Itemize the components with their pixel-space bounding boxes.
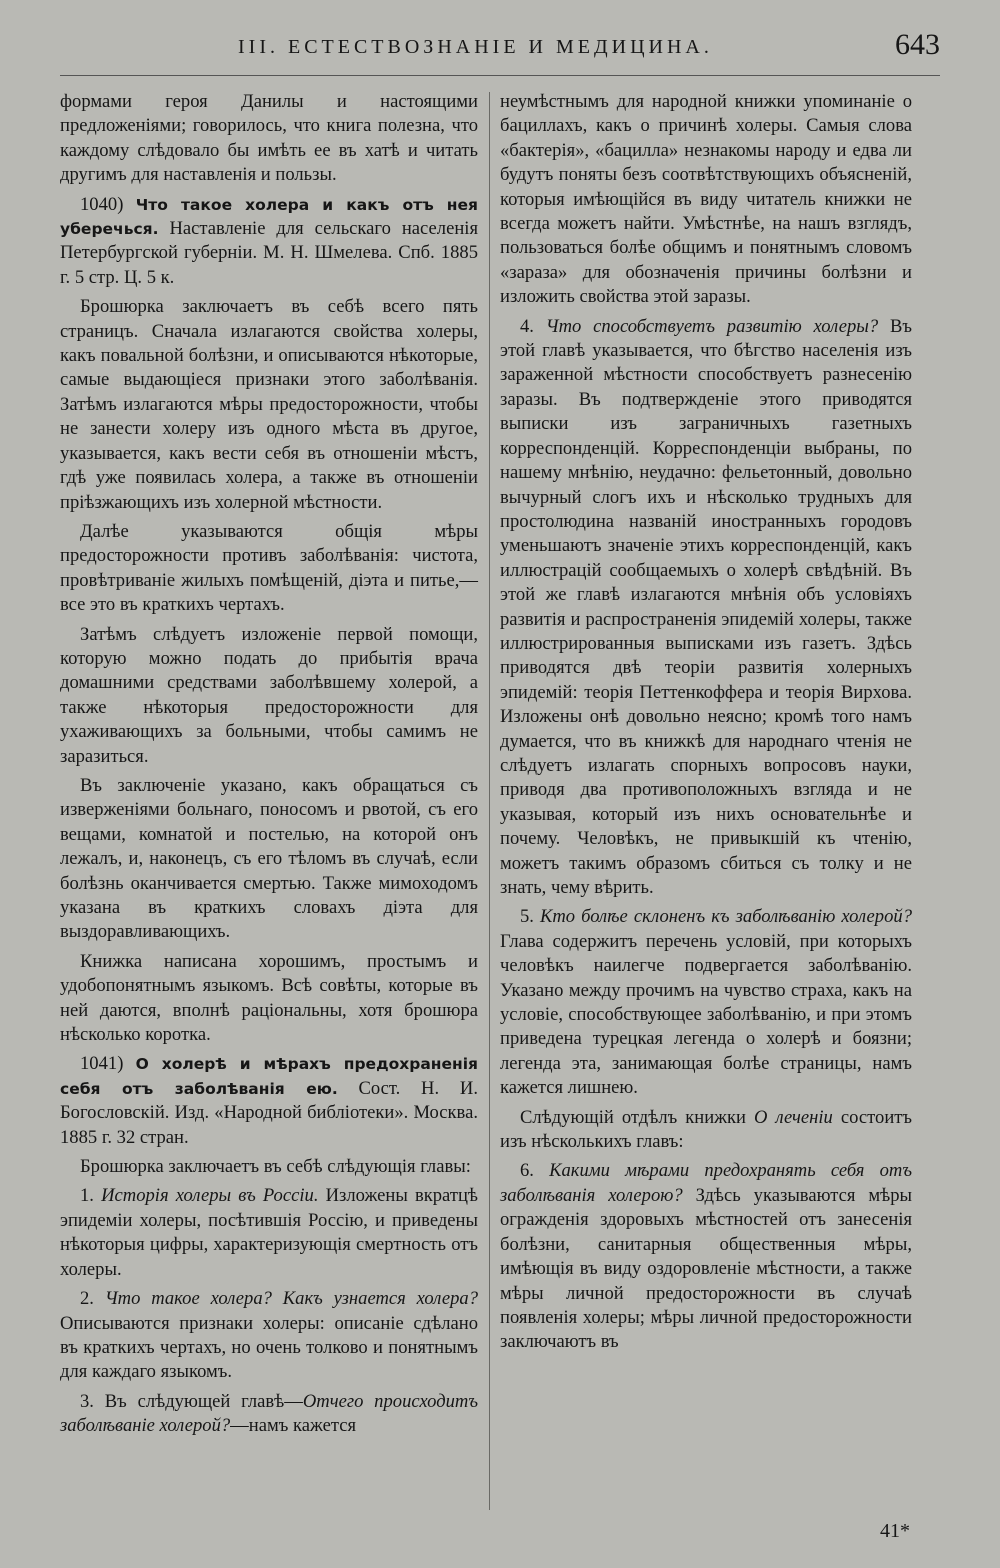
signature-mark: 41* — [880, 1520, 910, 1542]
paragraph: формами героя Данилы и настоящими предложеніями; говорилось, что книга полезна, что каждому слѣдовало бы имѣть ее въ хатѣ и читать другимъ для наставленія и пользы. — [60, 91, 478, 186]
chapter-text: Глава содержитъ перечень условій, при которыхъ человѣкъ наилегче подвергается заболѣванію. Указано между прочимъ на чувство страха, какъ на условіе, способствующее заболѣванію, и при этомъ приведена турецкая легенда о холерѣ и боязни; легенда эта, занимающая болѣе страницы, намъ кажется лишнею. — [500, 930, 912, 1099]
entry-details: Наставленіе для сельскаго населенія Петербургской губерніи. М. Н. Шмелева. Спб. 1885 г. 5 стр. Ц. 5 к. — [60, 218, 478, 288]
column-divider — [489, 92, 490, 1510]
left-column — [60, 90, 478, 1444]
chapter-number: 4. — [520, 315, 534, 337]
chapter-summary — [500, 905, 912, 1100]
chapter-summary — [60, 1287, 478, 1385]
header-rule — [60, 75, 940, 76]
section-title: III. ЕСТЕСТВОЗНАНІЕ И МЕДИЦИНА. — [238, 36, 713, 58]
chapter-summary — [60, 1390, 478, 1439]
paragraph: Затѣмъ слѣдуетъ изложеніе первой помощи, которую можно подать до прибытія врача домашними средствами заболѣвшему холерой, а также нѣкоторыя предосторожности для ухаживающихъ за больными, чтобы самимъ не заразиться. — [60, 623, 478, 767]
right-column — [500, 90, 912, 1360]
chapter-title: Что такое холера? Какъ узнается холера? — [104, 1288, 478, 1310]
section-text: состоитъ изъ нѣсколькихъ главъ: — [500, 1106, 913, 1153]
chapter-text: Здѣсь указываются мѣры огражденія здоровыхъ мѣстностей отъ занесенія болѣзни, санитарныя общественныя мѣры, имѣющія въ виду оздоровленіе мѣстности, а также мѣры личной предосторожности въ случаѣ появленія холеры; мѣры личной предосторожности заключаютъ въ — [500, 1184, 912, 1353]
chapter-text: Описываются признаки холеры: описаніе сдѣлано въ краткихъ чертахъ, но очень толково и понятнымъ для каждаго языкомъ. — [60, 1312, 478, 1383]
entry-number: 1040) — [80, 193, 124, 215]
chapter-title: Отчего происходитъ заболѣваніе холерой? — [60, 1390, 478, 1437]
chapter-number: 5. — [520, 906, 534, 928]
chapter-summary — [500, 315, 912, 901]
paragraph: Брошюрка заключаетъ въ себѣ всего пять страницъ. Сначала излагаются свойства холеры, какъ повальной болѣзни, и описываются нѣкоторые, самые выдающіеся признаки этого заболѣванія. Затѣмъ излагаются мѣры предосторожности, чтобы не занести холеру изъ одного мѣста въ другое, указывается, какъ вести себя въ отношеніи мѣстъ, гдѣ уже появилась холера, а также въ отношеніи пріѣзжающихъ изъ холерной мѣстности. — [60, 296, 478, 513]
page-number: 643 — [895, 28, 940, 61]
chapter-title: Что способствуетъ развитію холеры? — [545, 315, 879, 337]
chapter-title: Какими мѣрами предохранять себя отъ заболѣванія холерою? — [500, 1160, 912, 1206]
paragraph: Въ заключеніе указано, какъ обращаться съ изверженіями больнаго, поносомъ и рвотой, съ его вещами, комнатой и постелью, на которой онъ лежалъ, и, наконецъ, съ его тѣломъ въ случаѣ, если болѣзнь оканчивается смертью. Также мимоходомъ указана въ краткихъ словахъ діэта для выздоравливающихъ. — [60, 774, 478, 943]
bibliographic-entry — [60, 193, 478, 291]
paragraph: Далѣе указываются общія мѣры предосторожности противъ заболѣванія: чистота, провѣтриваніе жилыхъ помѣщеній, діэта и питье,—все это въ краткихъ чертахъ. — [60, 520, 478, 616]
section-intro — [500, 1106, 912, 1155]
chapter-text: —намъ кажется — [230, 1415, 357, 1437]
chapter-summary — [60, 1184, 478, 1282]
running-head — [60, 28, 940, 76]
chapter-number: 3. Въ слѣдующей главѣ— — [80, 1390, 303, 1412]
entry-title: Что такое холера и какъ отъ нея уберечься. — [60, 195, 478, 239]
chapter-summary — [500, 1159, 912, 1354]
paragraph: неумѣстнымъ для народной книжки упоминаніе о бациллахъ, какъ о причинѣ холеры. Самыя слова «бактерія», «бацилла» незнакомы народу и едва ли будутъ поняты безъ соотвѣтствующихъ объясненій, которыя имѣющійся въ виду читатель книжки не всегда можетъ найти. Умѣстнѣе, на нашъ взглядъ, пользоваться болѣе общимъ и понятнымъ словомъ «зараза» для обозначенія причины болѣзни и изложить свойства этой заразы. — [500, 91, 912, 308]
paragraph: Брошюрка заключаетъ въ себѣ слѣдующія главы: — [80, 1156, 471, 1178]
chapter-number: 1. — [80, 1185, 94, 1207]
entry-title: О холерѣ и мѣрахъ предохраненія себя отъ заболѣванія ею. — [60, 1055, 478, 1098]
entry-details: Сост. Н. И. Богословскій. Изд. «Народной библіотеки». Москва. 1885 г. 32 стран. — [60, 1077, 478, 1148]
chapter-title: Исторія холеры въ Россіи. — [101, 1185, 319, 1207]
chapter-number: 2. — [80, 1288, 94, 1310]
chapter-text: Въ этой главѣ указывается, что бѣгство населенія изъ зараженной мѣстности способствуетъ разнесенію заразы. Въ подтвержденіе этого приводятся выписки изъ заграничныхъ газетныхъ корреспонденцій. Корреспонденціи выбраны, по нашему мнѣнію, неудачно: фельетонный, довольно вычурный слогъ ихъ и нѣсколько трудныхъ для простолюдина названій иностранныхъ городовъ уменьшаютъ значеніе этихъ корреспонденцій, какъ иллюстрацій сообщаемыхъ о холерѣ свѣдѣній. Въ этой же главѣ излагаются мнѣнія объ условіяхъ развитія и распространенія эпидемій холеры, также иллюстрированныя выписками изъ газетъ. Здѣсь приводятся двѣ теоріи развитія холерныхъ эпидемій: теорія Петтенкоффера и теорія Вирхова. Изложены онѣ довольно неясно; кромѣ того намъ думается, что въ книжкѣ для народнаго чтенія не слѣдуетъ излагать спорныхъ вопросовъ науки, приводя два противоположныхъ взгляда и не указывая, который изъ нихъ основательнѣе и почему. Человѣкъ, не привыкшій къ чтенію, можетъ такимъ образомъ сбиться съ толку и не знать, чему вѣрить. — [500, 315, 912, 898]
paragraph: Книжка написана хорошимъ, простымъ и удобопонятнымъ языкомъ. Всѣ совѣты, которые въ ней даются, вполнѣ раціональны, хотя брошюра нѣсколько коротка. — [60, 950, 478, 1046]
chapter-number: 6. — [520, 1160, 534, 1182]
chapter-text: Изложены вкратцѣ эпидеміи холеры, посѣтившія Россію, и приведены нѣкоторыя цифры, характеризующія смертность отъ холеры. — [60, 1185, 479, 1280]
entry-number: 1041) — [80, 1053, 124, 1075]
section-lead: Слѣдующій отдѣлъ книжки — [520, 1106, 747, 1128]
bibliographic-entry — [60, 1052, 478, 1150]
section-title: О леченіи — [754, 1106, 833, 1128]
chapter-title: Кто болѣе склоненъ къ заболѣванію холерой? — [540, 906, 912, 928]
